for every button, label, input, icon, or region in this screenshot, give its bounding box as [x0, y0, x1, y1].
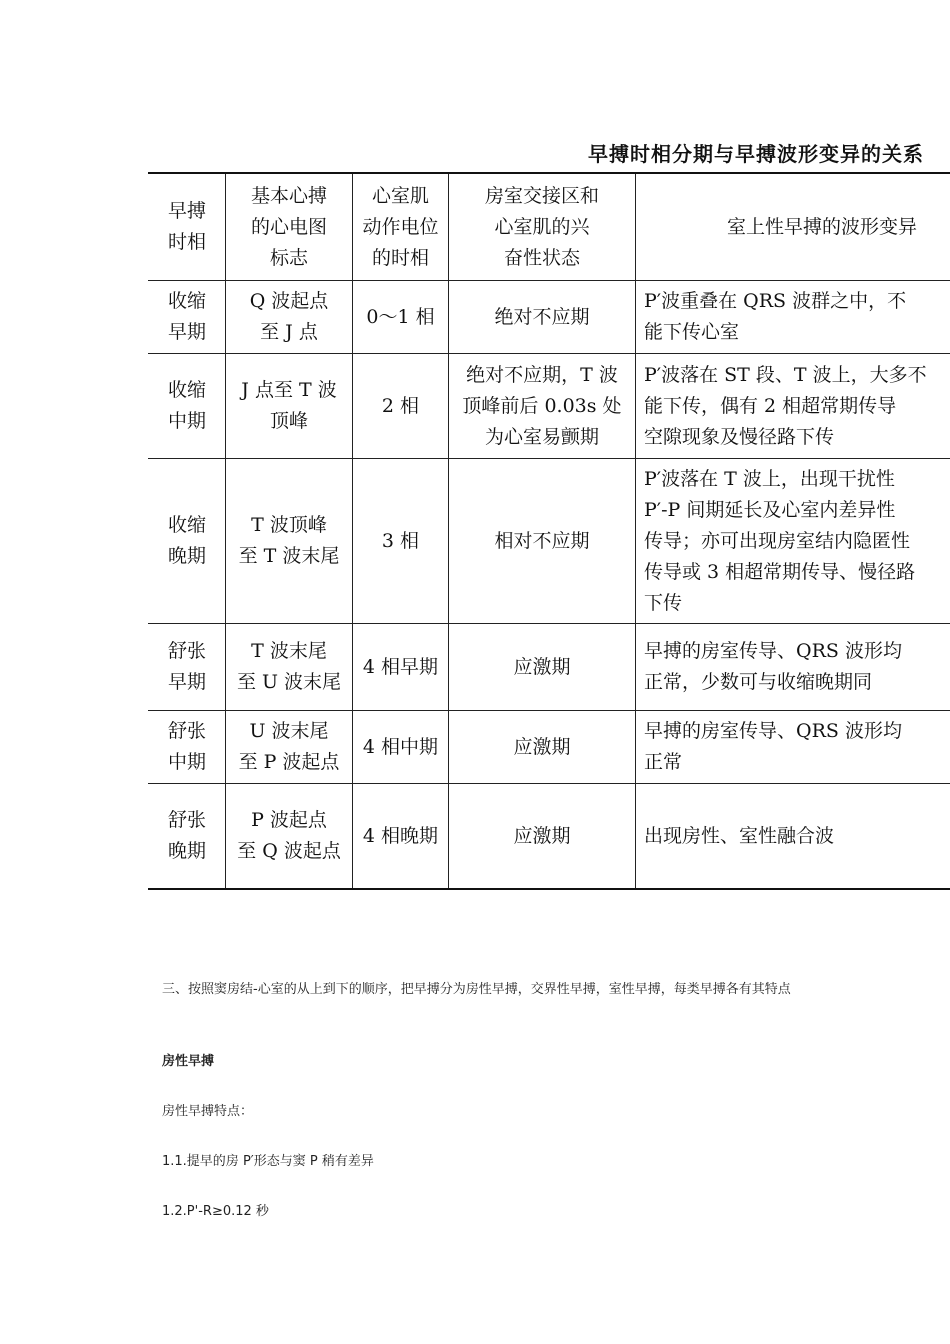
cell-phase: 舒张 中期: [149, 711, 226, 784]
cell-waveform-variation: 早搏的房室传导、QRS 波形均 正常: [636, 711, 950, 784]
intro-paragraph: 三、按照窦房结-心室的从上到下的顺序，把早搏分为房性早搏，交界性早搏，室性早搏，每类早搏各有其特点: [162, 982, 791, 997]
cell-waveform-variation: 出现房性、室性融合波: [636, 784, 950, 890]
header-waveform-variation: 室上性早搏的波形变异: [636, 173, 950, 281]
cell-ecg-marker: J 点至 T 波 顶峰: [226, 354, 353, 459]
table-row: [149, 281, 950, 354]
table-row: [149, 354, 950, 459]
table-row: [149, 459, 950, 624]
cell-phase: 收缩 晚期: [149, 459, 226, 624]
cell-ecg-marker: T 波末尾 至 U 波末尾: [226, 624, 353, 711]
cell-phase: 收缩 早期: [149, 281, 226, 354]
cell-waveform-variation: P′波落在 ST 段、T 波上，大多不 能下传，偶有 2 相超常期传导 空隙现象及慢径路下传: [636, 354, 950, 459]
cell-action-potential: 2 相: [353, 354, 449, 459]
cell-excitability: 绝对不应期，T 波 顶峰前后 0.03s 处 为心室易颤期: [449, 354, 636, 459]
cell-ecg-marker: Q 波起点 至 J 点: [226, 281, 353, 354]
header-excitability: 房室交接区和 心室肌的兴 奋性状态: [449, 173, 636, 281]
cell-phase: 舒张 晚期: [149, 784, 226, 890]
section-heading: 房性早搏: [162, 1054, 215, 1069]
table-row: [149, 784, 950, 890]
cell-action-potential: 4 相中期: [353, 711, 449, 784]
header-action-potential: 心室肌 动作电位 的时相: [353, 173, 449, 281]
table-row: [149, 711, 950, 784]
list-item: 1.1.提早的房 P′形态与窦 P 稍有差异: [162, 1154, 374, 1169]
table-row: [149, 624, 950, 711]
cell-excitability: 应激期: [449, 624, 636, 711]
cell-excitability: 相对不应期: [449, 459, 636, 624]
cell-ecg-marker: U 波末尾 至 P 波起点: [226, 711, 353, 784]
cell-waveform-variation: P′波落在 T 波上，出现干扰性 P′-P 间期延长及心室内差异性 传导；亦可出现房室结内隐匿性 传导或 3 相超常期传导、慢径路 下传: [636, 459, 950, 624]
cell-waveform-variation: P′波重叠在 QRS 波群之中，不 能下传心室: [636, 281, 950, 354]
cell-action-potential: 3 相: [353, 459, 449, 624]
phase-table: [148, 172, 950, 890]
cell-ecg-marker: P 波起点 至 Q 波起点: [226, 784, 353, 890]
list-item: 1.2.P'-R≥0.12 秒: [162, 1204, 269, 1219]
cell-excitability: 应激期: [449, 784, 636, 890]
cell-phase: 收缩 中期: [149, 354, 226, 459]
phase-table-container: [148, 172, 950, 890]
table-title: 早搏时相分期与早搏波形变异的关系: [588, 142, 924, 166]
table-header-row: [149, 173, 950, 281]
cell-excitability: 绝对不应期: [449, 281, 636, 354]
cell-ecg-marker: T 波顶峰 至 T 波末尾: [226, 459, 353, 624]
cell-waveform-variation: 早搏的房室传导、QRS 波形均 正常，少数可与收缩晚期同: [636, 624, 950, 711]
header-phase: 早搏 时相: [149, 173, 226, 281]
cell-phase: 舒张 早期: [149, 624, 226, 711]
cell-excitability: 应激期: [449, 711, 636, 784]
cell-action-potential: 4 相晚期: [353, 784, 449, 890]
section-subheading: 房性早搏特点：: [162, 1104, 254, 1119]
header-ecg-marker: 基本心搏 的心电图 标志: [226, 173, 353, 281]
cell-action-potential: 4 相早期: [353, 624, 449, 711]
cell-action-potential: 0～1 相: [353, 281, 449, 354]
